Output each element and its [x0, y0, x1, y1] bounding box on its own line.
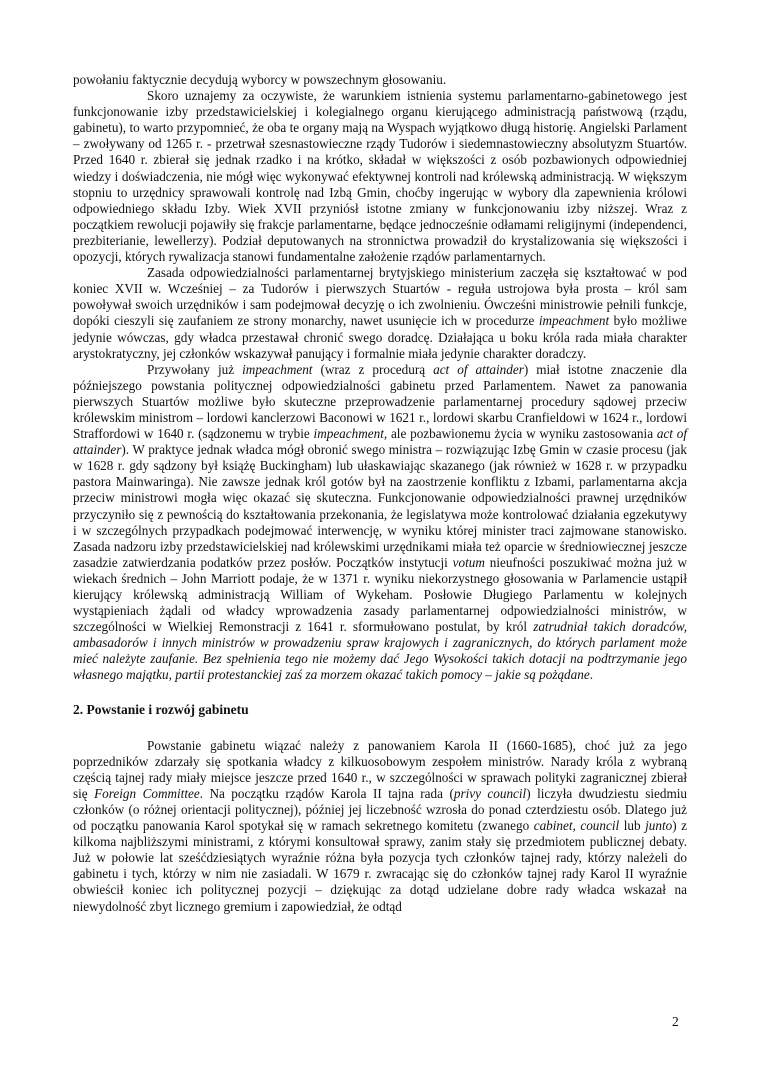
text-run: (wraz z procedurą	[312, 361, 434, 377]
text-run: nieufności poszukiwać można już w wiekach średnich – John Marriott podaje, że w 1371 r. wyniku niekorzystnego głosowania w Parlamencie ustąpił kierujący królewską administracją William of Wykeham. Posłowie Długiego Parlamentu w kolejnych wystąpieniach żądali od władcy wprowadzenia zasady parlamentarnej odpowiedzialności ministrów, w szczególności w Wielkiej Remonstracji z 1641 r. sformułowano postulat, by król	[73, 554, 687, 635]
page-number: 2	[672, 1014, 679, 1029]
text-run: Zasada odpowiedzialności parlamentarnej brytyjskiego ministerium zaczęła się kształtować w pod koniec XVII w. Wcześniej – za Tudorów i pierwszych Stuartów - reguła ustrojowa była prosta – król sam powoływał swoich urzędników i sam podejmował decyzję o ich zwolnieniu. Ówcześni ministrowie pełnili funkcje, dopóki cieszyli się zaufaniem ze strony monarchy, nawet usunięcie ich w procedurze	[73, 265, 687, 329]
text-run: było możliwe jedynie wówczas, gdy władca przestawał chronić swego doradcę. Działająca u boku króla rada miała charakter arystokratyczny, jej członków wskazywał panujący i formalnie miała jedynie charakter doradczy.	[73, 313, 687, 361]
italic-text: impeachment,	[313, 426, 388, 442]
italic-text: privy council	[453, 785, 527, 801]
paragraph	[73, 362, 687, 684]
text-run: ) z kilkoma najbliższymi ministrami, z którymi konsultował sprawy, zanim stały się przedmiotem publicznej debaty. Już w połowie lat sześćdziesiątych wyraźnie różna była pozycja tych członków tajnej rady, którzy należeli do gabinetu i tych, którzy w nim nie zasiadali. W 1679 r. zwracając się do członków tajnej rady Karol II wyraźnie obwieścił koniec ich politycznej pozycji – dziękując za dotąd udzielane dobre rady władca wskazał na niewydolność zbyt licznego gremium i zapowiedział, że odtąd	[73, 818, 687, 914]
text-run: .	[589, 667, 593, 683]
paragraph	[73, 72, 687, 88]
body-text	[73, 72, 687, 684]
italic-text: votum	[452, 554, 485, 570]
section-heading: 2. Powstanie i rozwój gabinetu	[73, 701, 249, 717]
italic-text: impeachment	[242, 361, 313, 377]
text-run: powołaniu faktycznie decydują wyborcy w powszechnym głosowaniu.	[73, 72, 447, 87]
italic-text: zatrudniał takich doradców, ambasadorów i innych ministrów w prowadzeniu spraw krajowych i zagranicznych, do których parlament może mieć należyte zaufanie. Bez spełnienia tego nie możemy dać Jego Wysokości takich dotacji na podtrzymanie jego własnego majątku, partii protestanckiej zaś za morzem okazać takich pomocy – jakie są pożądane	[73, 619, 687, 683]
text-run: ) liczyła dwudziestu siedmiu członków (o różnej orientacji politycznej), później jej liczebność wzrosła do ponad czterdziestu osób. Dlatego już od początku panowania Karol spotykał się w ramach sekretnego komitetu (zwanego	[73, 785, 687, 834]
italic-text: impeachment	[538, 313, 610, 329]
paragraph	[73, 265, 687, 362]
text-run: Przywołany już	[147, 361, 243, 377]
paragraph	[73, 88, 687, 265]
section-paragraph	[73, 738, 687, 915]
italic-text: junto	[645, 818, 673, 834]
italic-text: act of attainder	[433, 361, 524, 377]
text-run: Powstanie gabinetu wiązać należy z panowaniem Karola II (1660-1685), choć już za jego poprzedników zdarzały się spotkania władcy z kilkuosobowym zespołem ministrów. Narady króla z wybraną częścią tajnej rady miały miejsce jeszcze przed 1640 r., w szczególności w sprawach polityki zagranicznej zbierał się	[73, 737, 687, 801]
document-page	[73, 72, 687, 915]
italic-text: act of attainder	[73, 426, 688, 458]
section-text	[73, 738, 687, 915]
italic-text: Foreign Committee	[94, 785, 200, 801]
text-run: lub	[619, 818, 646, 834]
text-run: . Na początku rządów Karola II tajna rada (	[199, 785, 454, 801]
text-run: ) miał istotne znaczenie dla późniejszego powstania politycznej odpowiedzialności gabinetu przed Parlamentem. Nawet za panowania pierwszych Stuartów możliwe było skuteczne przeprowadzenie parlamentarnej procedury sądowej przeciw królewskim ministrom – lordowi kanclerzowi Baconowi w 1621 r., lordowi skarbu Cranfieldowi w 1624 r., lordowi Straffordowi w 1640 r. (sądzonemu w trybie	[73, 361, 687, 442]
text-run: ). W praktyce jednak władca mógł obronić swego ministra – rozwiązując Izbę Gmin w czasie procesu (jak w 1628 r. gdy sądzony był książę Buckingham) lub ułaskawiając skazanego (jak również w 1628 r. w przypadku pastora Mainwaringa). Nie zawsze jednak król gotów był na zaostrzenie konfliktu z Izbami, parlamentarna akcja przeciw ministrowi mogła więc okazać się skuteczna. Funkcjonowanie odpowiedzialności prawnej urzędników przyczyniło się z pewnością do kształtowania przekonania, że legislatywa może kontrolować działania egzekutywy i w szczególnych przypadkach podejmować interwencję, w wyniku której minister traci zajmowane stanowisko. Zasada nadzoru izby przedstawicielskiej nad królewskimi urzędnikami miała też oparcie w średniowiecznej jeszcze zasadzie zatwierdzania podatków przez posłów. Początków instytucji	[73, 442, 687, 570]
italic-text: cabinet, council	[533, 818, 620, 834]
text-run: Skoro uznajemy za oczywiste, że warunkiem istnienia systemu parlamentarno-gabinetowego jest funkcjonowanie izby przedstawicielskiej i kolegialnego organu kierującego administracją państwową (rządu, gabinetu), to warto przypomnieć, że oba te organy mają na Wyspach wyjątkowo długą historię. Angielski Parlament – zwoływany od 1265 r. - przetrwał szesnastowieczne rządy Tudorów i siedemnastowieczny absolutyzm Stuartów. Przed 1640 r. zbierał się jednak rzadko i na krótko, składał w większości z osób pozbawionych odpowiedniej wiedzy i doświadczenia, nie mógł więc wykonywać efektywnej kontroli nad królewską administracją. W większym stopniu to urzędnicy sprawowali kontrolę nad Izbą Gmin, choćby ingerując w wybory dla zapewnienia królowi odpowiedniego składu Izby. Wiek XVII przyniósł istotne zmiany w funkcjonowaniu izby niższej. Wraz z początkiem rewolucji pojawiły się frakcje parlamentarne, będące jednocześnie odłamami religijnymi (independenci, prezbiterianie, lewellerzy). Podział deputowanych na stronnictwa prowadził do krystalizowania się większości i opozycji, których rywalizacja stanowi fundamentalne założenie rządów parlamentarnych.	[73, 88, 687, 265]
text-run: ale pozbawionemu życia w wyniku zastosowania	[387, 426, 657, 442]
